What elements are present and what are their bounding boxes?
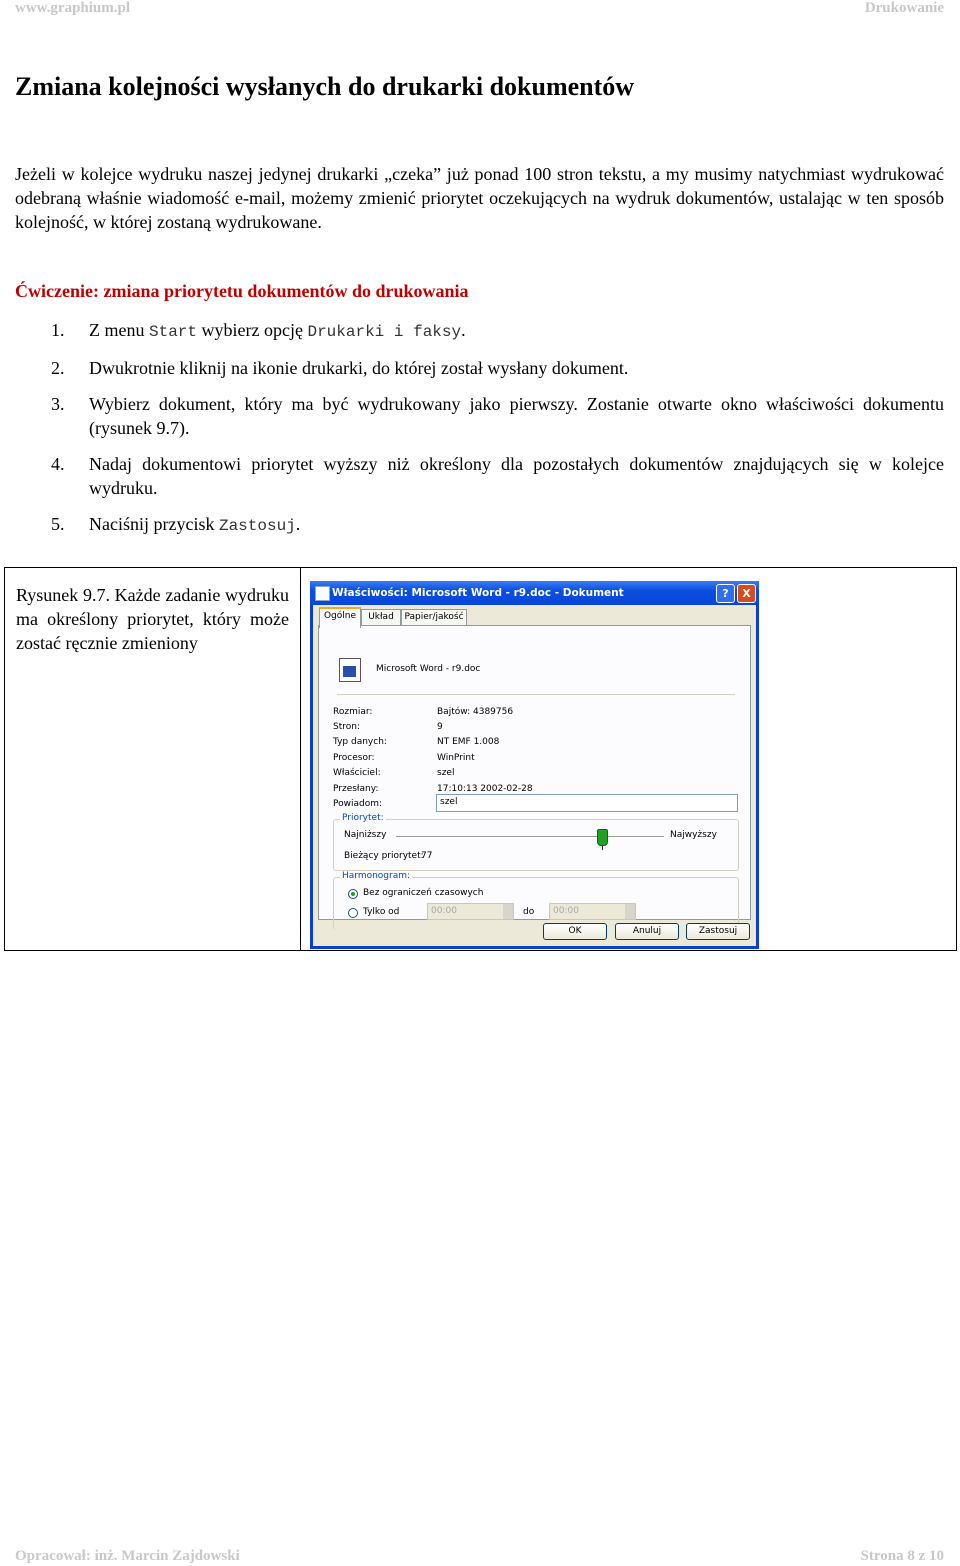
priority-slider-track [396,836,664,838]
prop-value: szel [437,768,455,778]
step-text: wybierz opcję [197,320,308,340]
prop-value: WinPrint [437,753,475,763]
radio-no-limit-label: Bez ograniczeń czasowych [363,888,484,898]
from-time-value: 00:00 [431,906,457,916]
figure-caption: Rysunek 9.7. Każde zadanie wydruku ma określony priorytet, który może zostać ręcznie zmieniony [16,585,289,653]
cancel-button[interactable]: Anuluj [615,923,679,940]
to-time-value: 00:00 [553,906,579,916]
separator [337,694,735,695]
notify-label: Powiadom: [333,799,383,809]
prop-value: Bajtów: 4389756 [437,707,514,717]
prop-label: Procesor: [333,753,375,763]
prop-label: Przesłany: [333,784,379,794]
current-priority-label: Bieżący priorytet: [344,851,424,861]
priority-high-label: Najwyższy [670,830,717,840]
step-text: . [461,320,466,340]
page-title: Zmiana kolejności wysłanych do drukarki dokumentów [15,72,635,101]
spinner-arrows-icon[interactable] [625,904,635,919]
slider-tick [602,846,603,850]
document-name: Microsoft Word - r9.doc [376,664,481,674]
from-time-field[interactable] [427,903,514,920]
help-button[interactable]: ? [716,584,735,603]
priority-group [333,813,739,871]
priority-low-label: Najniższy [344,830,387,840]
prop-label: Rozmiar: [333,707,373,717]
list-item [15,512,944,538]
step-text: . [295,514,301,534]
document-icon [339,658,361,682]
schedule-group [333,871,739,930]
priority-slider[interactable] [597,829,608,846]
printer-document-icon [315,586,330,601]
priority-group-label: Priorytet: [342,813,384,823]
intro-paragraph: Jeżeli w kolejce wydruku naszej jedynej drukarki „czeka” już ponad 100 stron tekstu, a my musimy natychmiast wydrukować odebraną właśnie wiadomość e-mail, możemy zmienić priorytet oczekujących na wydruk dokumentów, ustalając w ten sposób kolejność, w której zostaną wydrukowane. [15,164,944,232]
step-number: 4. [51,454,65,474]
dialog-title-bar[interactable] [310,581,759,605]
apply-button[interactable]: Zastosuj [686,923,750,940]
button-name: Zastosuj [218,517,296,535]
notify-input[interactable] [436,794,738,812]
dialog-title: Właściwości: Microsoft Word - r9.doc - Dokument [332,587,624,599]
figure-divider [300,568,301,950]
header-site-link[interactable]: www.graphium.pl [15,0,131,16]
steps-list [15,318,944,550]
prop-label: Stron: [333,722,360,732]
footer-author: Opracował: inż. Marcin Zajdowski [15,1548,240,1564]
step-number: 2. [51,358,65,378]
step-text: Wybierz dokument, który ma być wydrukowany jako pierwszy. Zostanie otwarte okno właściwości dokumentu (rysunek 9.7). [89,394,944,438]
step-number: 5. [51,514,65,534]
step-text: Naciśnij przycisk [89,514,219,534]
prop-value: NT EMF 1.008 [437,737,500,747]
dialog-body [313,605,756,946]
schedule-group-label: Harmonogram: [342,871,411,881]
prop-label: Właściciel: [333,768,381,778]
spinner-arrows-icon[interactable] [503,904,513,919]
current-priority-value: 77 [421,851,433,861]
tab-panel-general [318,625,751,920]
notify-input-value: szel [440,797,458,807]
step-text: Dwukrotnie kliknij na ikonie drukarki, do której został wysłany dokument. [89,358,629,378]
step-number: 3. [51,394,65,414]
option-name: Drukarki i faksy [307,323,462,341]
exercise-heading: Ćwiczenie: zmiana priorytetu dokumentów do drukowania [15,281,469,301]
header-section-title: Drukowanie [864,0,944,16]
to-label: do [523,907,535,917]
to-time-field[interactable] [549,903,636,920]
prop-label: Typ danych: [333,737,387,747]
radio-only-from[interactable] [348,908,358,918]
properties-dialog [310,581,759,949]
radio-no-limit[interactable] [348,889,358,899]
list-item [15,452,944,500]
ok-button[interactable]: OK [543,923,607,940]
menu-name: Start [149,323,198,341]
list-item [15,318,944,344]
prop-value: 17:10:13 2002-02-28 [437,784,533,794]
step-text: Z menu [89,320,149,340]
list-item [15,392,944,440]
footer-page-number: Strona 8 z 10 [860,1548,944,1564]
list-item [15,356,944,380]
prop-value: 9 [437,722,443,732]
step-number: 1. [51,320,65,340]
step-text: Nadaj dokumentowi priorytet wyższy niż określony dla pozostałych dokumentów znajdujących się w kolejce wydruku. [89,454,944,498]
radio-only-from-label: Tylko od [363,907,400,917]
tab-paper-quality[interactable]: Papier/jakość [401,609,467,626]
tab-general[interactable]: Ogólne [319,607,361,628]
tab-layout[interactable]: Układ [361,609,401,626]
close-button[interactable]: X [737,584,756,603]
